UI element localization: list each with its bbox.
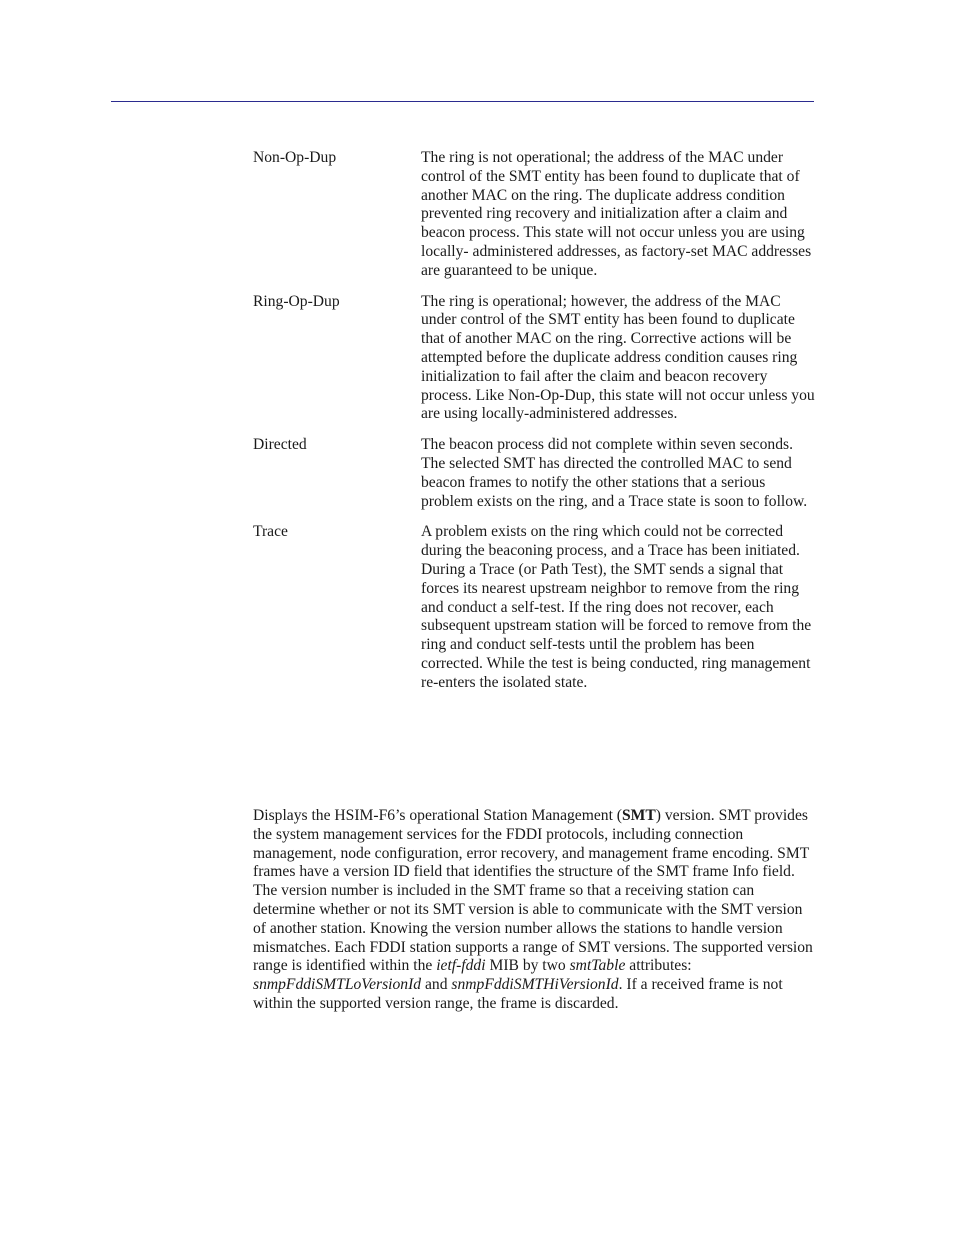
- definition-description: A problem exists on the ring which could not be corrected during the beaconing process, and a Trace has been initiated. During a Trace (or Path Test), the SMT sends a signal that forces its nearest upstream neighbor to remove from the ring and conduct a self-test. If the ring does not recover, each subsequent upstream station will be forced to remove from the ring and conduct self-tests until the problem has been corrected. While the test is being conducted, ring management re-enters the isolated state.: [421, 523, 812, 691]
- definition-term: Trace: [253, 523, 288, 541]
- paragraph-text: ) version. SMT provides the system management services for the FDDI protocols, including connection management, node configuration, error recovery, and management frame encoding. SMT frames have a version ID field that identifies the structure of the SMT frame Info field. The version number is included in the SMT frame so that a receiving station can determine whether or not its SMT version is able to communicate with the SMT version of another station. Knowing the version number allows the stations to handle version mismatches. Each FDDI station supports a range of SMT versions. The supported version range is identified within the: [253, 807, 813, 975]
- definition-row: [253, 293, 819, 425]
- mib-name: ietf-fddi: [436, 957, 486, 975]
- lo-version-attribute: snmpFddiSMTLoVersionId: [253, 976, 422, 994]
- definition-term: Non-Op-Dup: [253, 149, 337, 166]
- definition-row: [253, 523, 819, 692]
- hi-version-attribute: snmpFddiSMTHiVersionId: [451, 976, 619, 994]
- state-definitions-table: [253, 149, 819, 705]
- definition-row: [253, 436, 819, 511]
- definition-row: [253, 149, 819, 281]
- definition-description: The ring is operational; however, the address of the MAC under control of the SMT entity has been found to duplicate that of another MAC on the ring. Corrective actions will be attempted before the duplicate address condition causes ring initialization to fail after the claim and beacon recovery process. Like Non-Op-Dup, this state will not occur unless you are using locally-administered addresses.: [421, 292, 815, 423]
- smt-version-paragraph: [253, 807, 819, 1014]
- table-name: smtTable: [569, 957, 626, 975]
- definition-term: Ring-Op-Dup: [253, 292, 340, 310]
- definition-term: Directed: [253, 436, 307, 454]
- definition-description: The beacon process did not complete within seven seconds. The selected SMT has directed the controlled MAC to send beacon frames to notify the other stations that a serious problem exists on the ring, and a Trace state is soon to follow.: [421, 436, 808, 510]
- paragraph-text: attributes:: [625, 957, 692, 975]
- paragraph-text: and: [421, 976, 452, 994]
- paragraph-text: Displays the HSIM-F6’s operational Station Management (: [253, 807, 622, 824]
- paragraph-text: MIB by two: [485, 957, 570, 975]
- paragraph-text: . If a received frame is not within the supported version range, the frame is discarded.: [253, 976, 783, 1012]
- definition-description: The ring is not operational; the address of the MAC under control of the SMT entity has been found to duplicate that of another MAC on the ring. The duplicate address condition prevented ring recovery and initialization after a claim and beacon process. This state will not occur unless you are using locally- administered addresses, as factory-set MAC addresses are guaranteed to be unique.: [421, 149, 812, 279]
- header-rule: [111, 101, 814, 102]
- smt-bold-term: SMT: [622, 807, 656, 824]
